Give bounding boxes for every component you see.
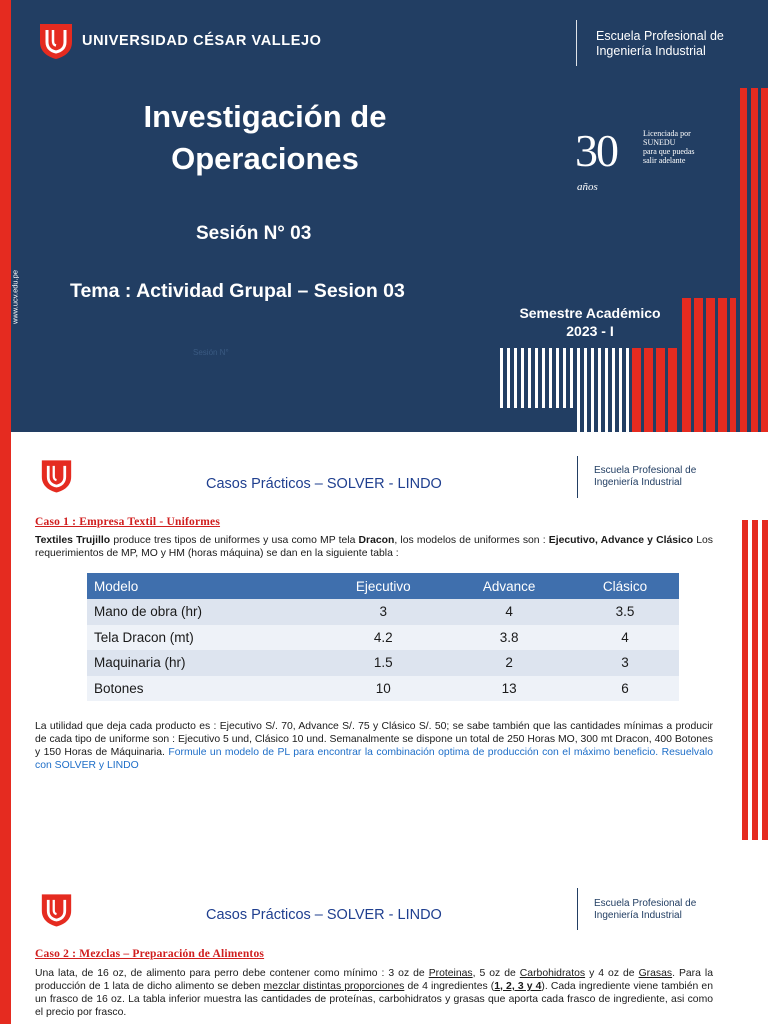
school-name <box>594 898 696 922</box>
header-divider <box>577 456 578 498</box>
table-cell: 3 <box>319 599 447 625</box>
badge-line-2: SUNEDU <box>643 138 676 147</box>
school-line-1: Escuela Profesional de <box>594 898 697 909</box>
case-body-text: La utilidad que deja cada producto es : Ejecutivo S/. 70, Advance S/. 75 y Clásico S/. 50; se sabe también que las cantidades mínimas a producir de cada tipo de uniforme son : Ejecutivo 5 und, Clásico 10 und. Semanalmente se dispone un total de 250 Horas MO, 300 mt Dracon, 400 Botones y 150 Horas de Máquinaria. <box>35 721 713 758</box>
ucv-shield-icon <box>40 458 73 494</box>
case-title: Caso 1 : Empresa Textil - Uniformes <box>35 516 221 528</box>
right-red-stripes <box>738 432 768 840</box>
table-cell: 4 <box>447 599 571 625</box>
school-line-2: Ingeniería Industrial <box>594 477 682 488</box>
table-cell: 10 <box>319 676 447 702</box>
table-row <box>87 650 679 676</box>
nutrient-carbs: Carbohidratos <box>519 968 586 979</box>
semester-line-1: Semestre Académico <box>519 305 661 321</box>
faint-session-text: Sesión N° <box>193 348 229 357</box>
case-1-slide <box>0 432 768 840</box>
table-cell: 3.8 <box>447 625 571 651</box>
session-number: Sesión N° 03 <box>196 223 312 244</box>
desc-text: de 4 ingredientes ( <box>404 981 495 992</box>
table-cell: 1.5 <box>319 650 447 676</box>
case-title: Caso 2 : Mezclas – Preparación de Alimentos <box>35 948 265 960</box>
table-cell: 2 <box>447 650 571 676</box>
model-names: Ejecutivo, Advance y Clásico <box>548 535 694 546</box>
anniversary-number: 30 <box>575 125 617 176</box>
desc-text: , 5 oz de <box>472 968 520 979</box>
left-red-bar <box>0 840 11 1024</box>
table-cell: 4.2 <box>319 625 447 651</box>
desc-text: y 4 oz de <box>585 968 639 979</box>
mix-proportions: mezclar distintas proporciones <box>263 981 405 992</box>
table-header-cell: Ejecutivo <box>319 573 447 599</box>
case-description <box>35 967 713 1019</box>
table-header-cell: Advance <box>447 573 571 599</box>
table-row <box>87 676 679 702</box>
table-header-row <box>87 573 679 599</box>
ingredient-list: 1, 2, 3 y 4 <box>494 981 542 992</box>
semester-line-2: 2023 - I <box>566 323 614 339</box>
university-name: UNIVERSIDAD CÉSAR VALLEJO <box>82 33 322 49</box>
badge-line-4: salir adelante <box>643 156 686 165</box>
sunedu-badge-text <box>643 129 695 165</box>
title-slide <box>0 0 768 432</box>
school-name <box>596 29 724 59</box>
slide-heading: Casos Prácticos – SOLVER - LINDO <box>206 907 442 923</box>
table-cell: Tela Dracon (mt) <box>87 625 319 651</box>
table-cell: 3 <box>571 650 679 676</box>
header-divider <box>576 20 577 66</box>
table-cell: 13 <box>447 676 571 702</box>
case-2-slide <box>0 840 768 1024</box>
table-cell: Botones <box>87 676 319 702</box>
table-cell: 4 <box>571 625 679 651</box>
fabric-name: Dracon <box>358 535 395 546</box>
school-line-1: Escuela Profesional de <box>594 465 697 476</box>
intro-text-2: , los modelos de uniformes son : <box>394 535 549 546</box>
table-header-cell: Modelo <box>87 573 319 599</box>
course-title-line-2: Operaciones <box>171 141 359 176</box>
website-vertical <box>2 262 28 332</box>
intro-text-3: Los requerimientos de MP, MO y HM (horas máquina) se dan en la siguiente tabla : <box>35 535 713 559</box>
badge-line-3: para que puedas <box>643 147 695 156</box>
table-cell: Maquinaria (hr) <box>87 650 319 676</box>
slide-heading: Casos Prácticos – SOLVER - LINDO <box>206 476 442 492</box>
case-intro <box>35 534 713 560</box>
company-name: Textiles Trujillo <box>35 535 111 546</box>
course-title <box>100 96 430 180</box>
website-text: www.ucv.edu.pe <box>10 269 20 325</box>
table-cell: 6 <box>571 676 679 702</box>
ucv-shield-icon <box>40 892 73 928</box>
desc-text: ). Cada ingrediente viene también en un frasco de 16 oz. La tabla inferior muestra las cantidades de proteínas, carbohidratos y grasas que aporta cada frasco de ingrediente, asi como el precio por frasco. <box>35 981 713 1018</box>
case-instruction: Formule un modelo de PL para encontrar la combinación optima de producción con el máximo beneficio. Resuelvalo con SOLVER y LINDO <box>35 747 713 771</box>
table-row <box>87 599 679 625</box>
table-cell: Mano de obra (hr) <box>87 599 319 625</box>
decorative-stripes <box>0 0 768 432</box>
nutrient-proteins: Proteinas <box>428 968 473 979</box>
left-red-bar <box>0 432 11 840</box>
case-body <box>35 720 713 772</box>
nutrient-fats: Grasas <box>638 968 673 979</box>
topic-title: Tema : Actividad Grupal – Sesion 03 <box>70 280 405 302</box>
requirements-table <box>87 573 679 701</box>
header-divider <box>577 888 578 930</box>
school-name <box>594 465 696 489</box>
table-row <box>87 625 679 651</box>
desc-text: Una lata, de 16 oz, de alimento para perro debe contener como mínimo : 3 oz de <box>35 968 429 979</box>
anniversary-label: años <box>577 181 598 193</box>
course-title-line-1: Investigación de <box>143 99 387 134</box>
table-cell: 3.5 <box>571 599 679 625</box>
semester-label <box>500 304 680 340</box>
school-line-1: Escuela Profesional de <box>596 29 724 43</box>
table-header-cell: Clásico <box>571 573 679 599</box>
ucv-shield-icon <box>38 22 74 60</box>
intro-text-1: produce tres tipos de uniformes y usa como MP tela <box>110 535 359 546</box>
desc-text: . Para la producción de 1 lata de dicho alimento se deben <box>35 968 713 992</box>
school-line-2: Ingeniería Industrial <box>594 910 682 921</box>
ucv-logo <box>38 22 322 60</box>
school-line-2: Ingeniería Industrial <box>596 44 706 58</box>
badge-line-1: Licenciada por <box>643 129 691 138</box>
